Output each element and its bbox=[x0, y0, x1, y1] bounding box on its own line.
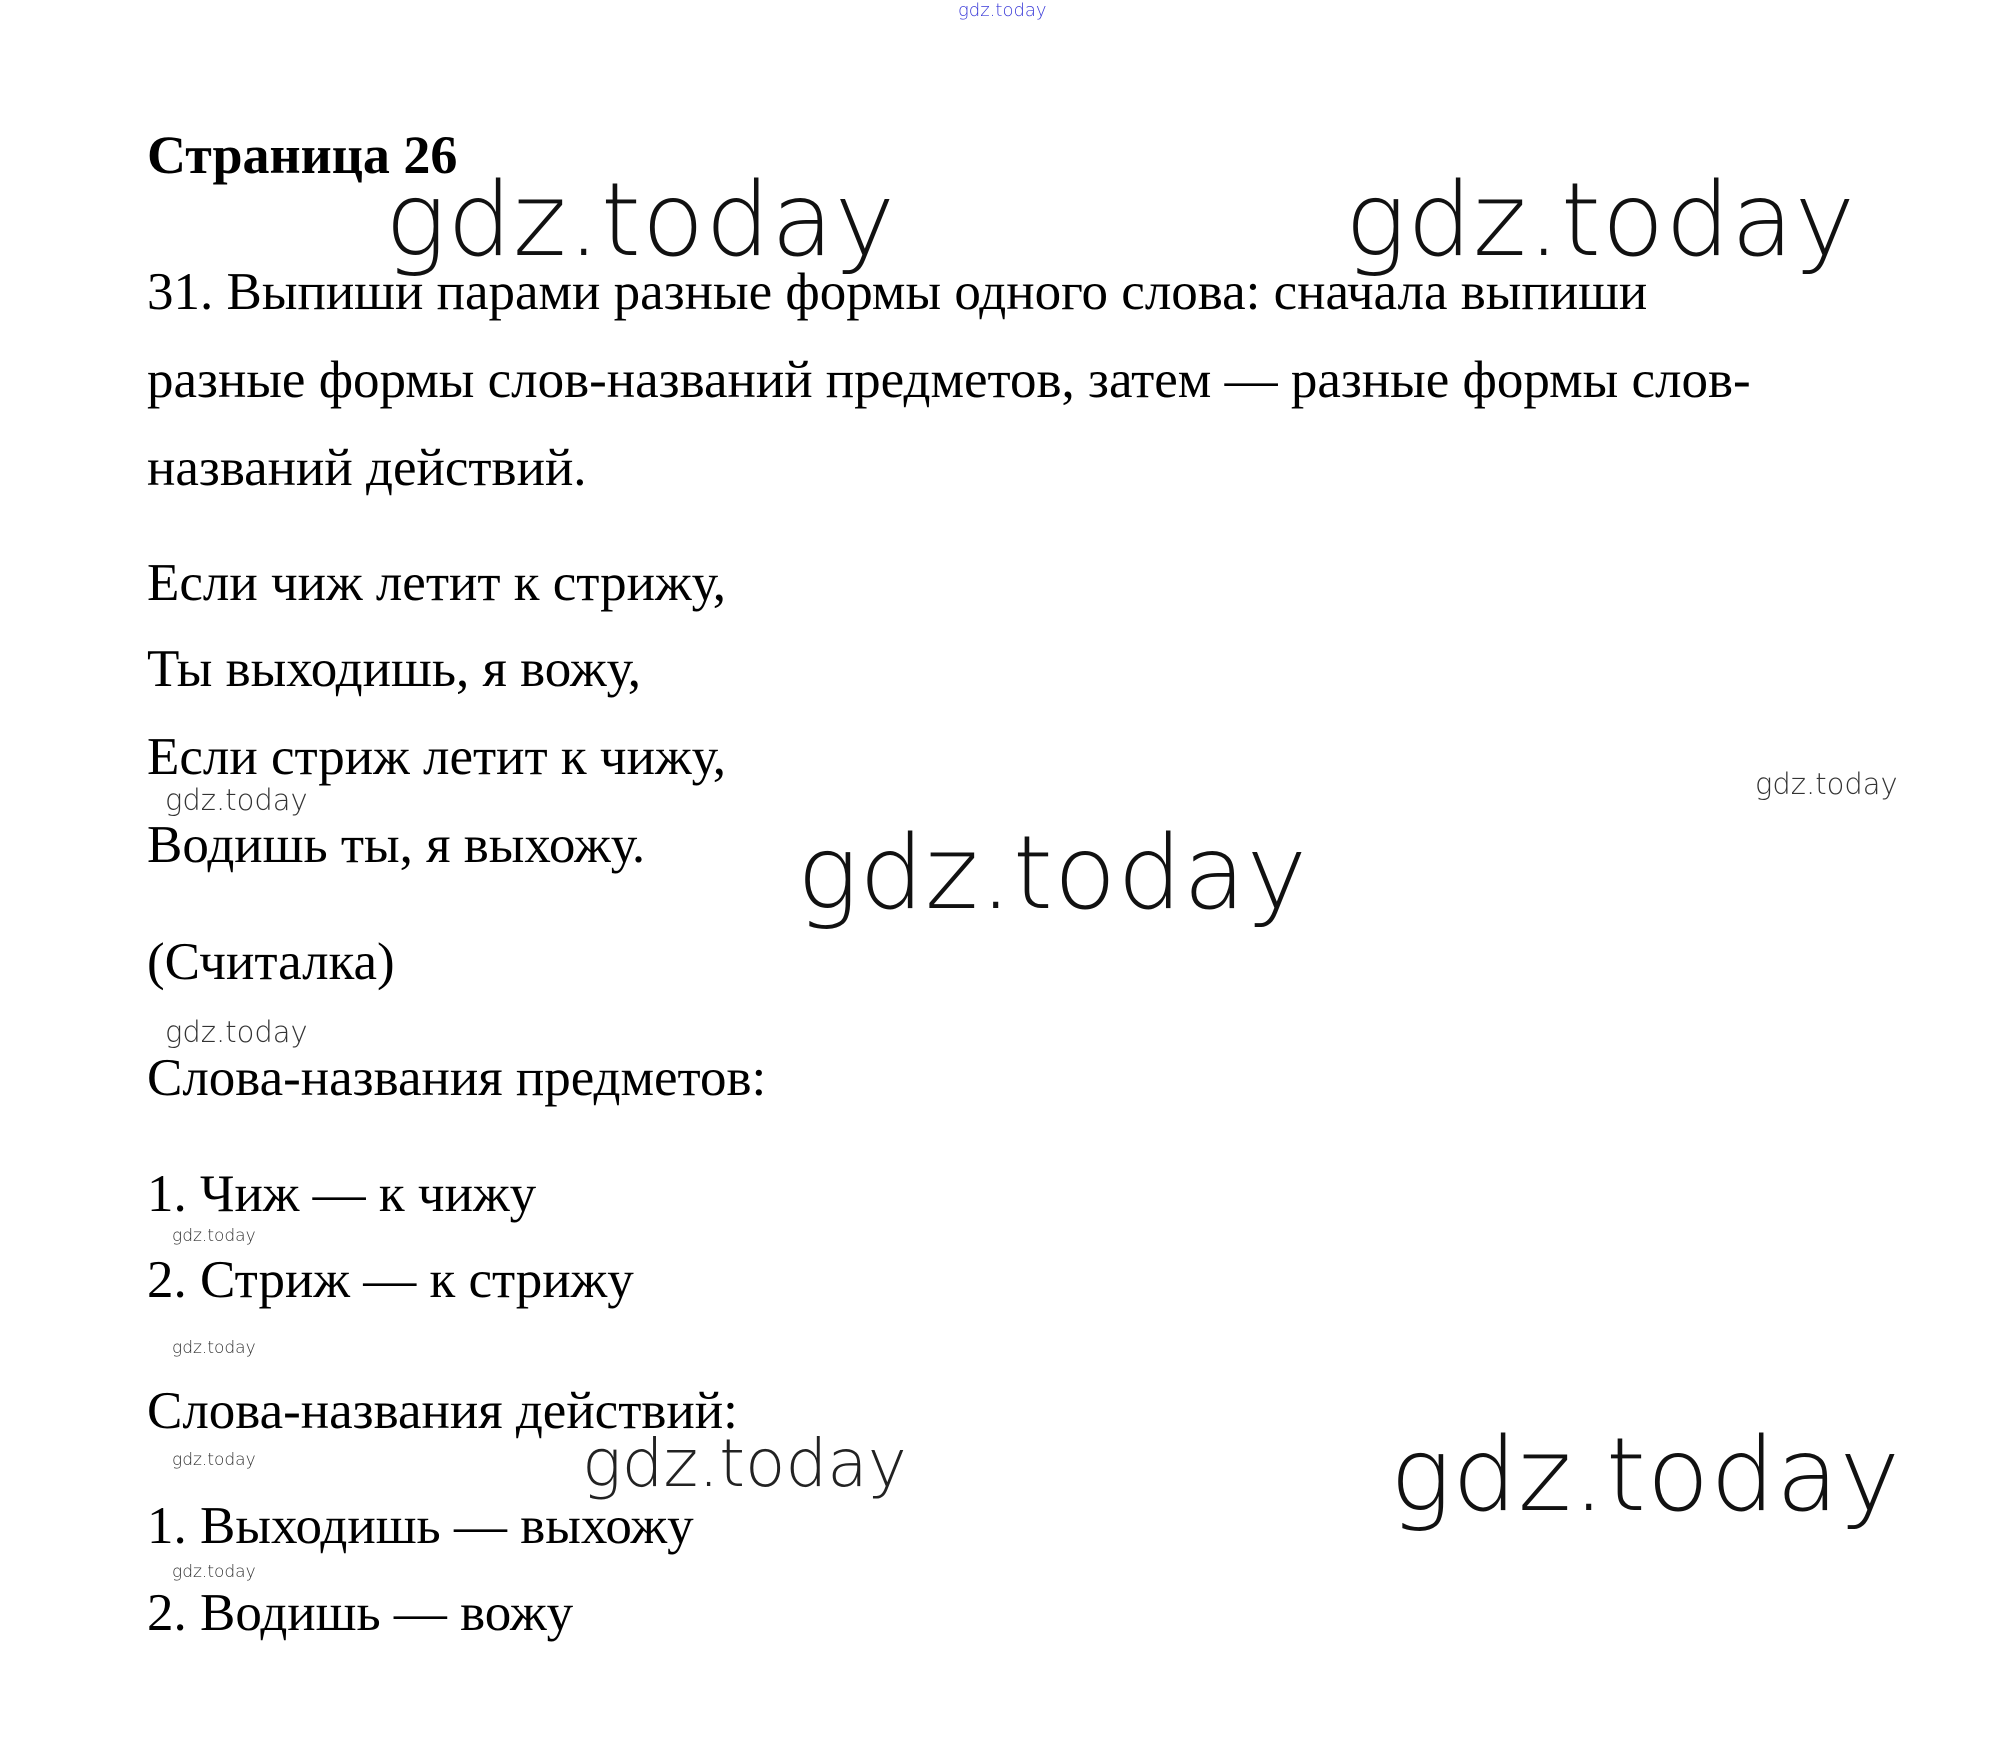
watermark-large-3: gdz.today bbox=[797, 814, 1308, 933]
section-actions-heading: Слова-названия действий: bbox=[147, 1382, 738, 1440]
watermark-small-4: gdz.today bbox=[172, 1562, 256, 1582]
section-actions-item-1: 1. Выходишь — выхожу bbox=[147, 1497, 694, 1555]
section-actions-item-2: 2. Водишь — вожу bbox=[147, 1584, 574, 1642]
watermark-medium-1: gdz.today bbox=[1755, 767, 1898, 801]
watermark-small-3: gdz.today bbox=[172, 1450, 256, 1470]
poem-line-2: Ты выходишь, я вожу, bbox=[147, 640, 642, 698]
watermark-large-5: gdz.today bbox=[1390, 1416, 1901, 1535]
watermark-large-4: gdz.today bbox=[582, 1425, 907, 1502]
task-line-2: разные формы слов-названий предметов, затем — разные формы слов- bbox=[147, 351, 1751, 409]
task-line-3: названий действий. bbox=[147, 439, 587, 497]
section-objects-item-2: 2. Стриж — к стрижу bbox=[147, 1251, 634, 1309]
watermark-large-2: gdz.today bbox=[1345, 161, 1856, 280]
task-line-1: 31. Выпиши парами разные формы одного слова: сначала выпиши bbox=[147, 263, 1648, 321]
watermark-large-1: gdz.today bbox=[385, 161, 896, 280]
poem-line-1: Если чиж летит к стрижу, bbox=[147, 554, 727, 612]
poem-line-4: Водишь ты, я выхожу. bbox=[147, 816, 646, 874]
watermark-small-2: gdz.today bbox=[172, 1338, 256, 1358]
poem-source: (Считалка) bbox=[147, 933, 395, 991]
watermark-small-1: gdz.today bbox=[172, 1226, 256, 1246]
page-title: Страница 26 bbox=[147, 125, 458, 185]
watermark-medium-2: gdz.today bbox=[165, 783, 308, 817]
section-objects-item-1: 1. Чиж — к чижу bbox=[147, 1165, 537, 1223]
section-objects-heading: Слова-названия предметов: bbox=[147, 1049, 767, 1107]
poem-line-3: Если стриж летит к чижу, bbox=[147, 728, 727, 786]
watermark-medium-3: gdz.today bbox=[165, 1015, 308, 1049]
watermark-top: gdz.today bbox=[958, 0, 1047, 21]
